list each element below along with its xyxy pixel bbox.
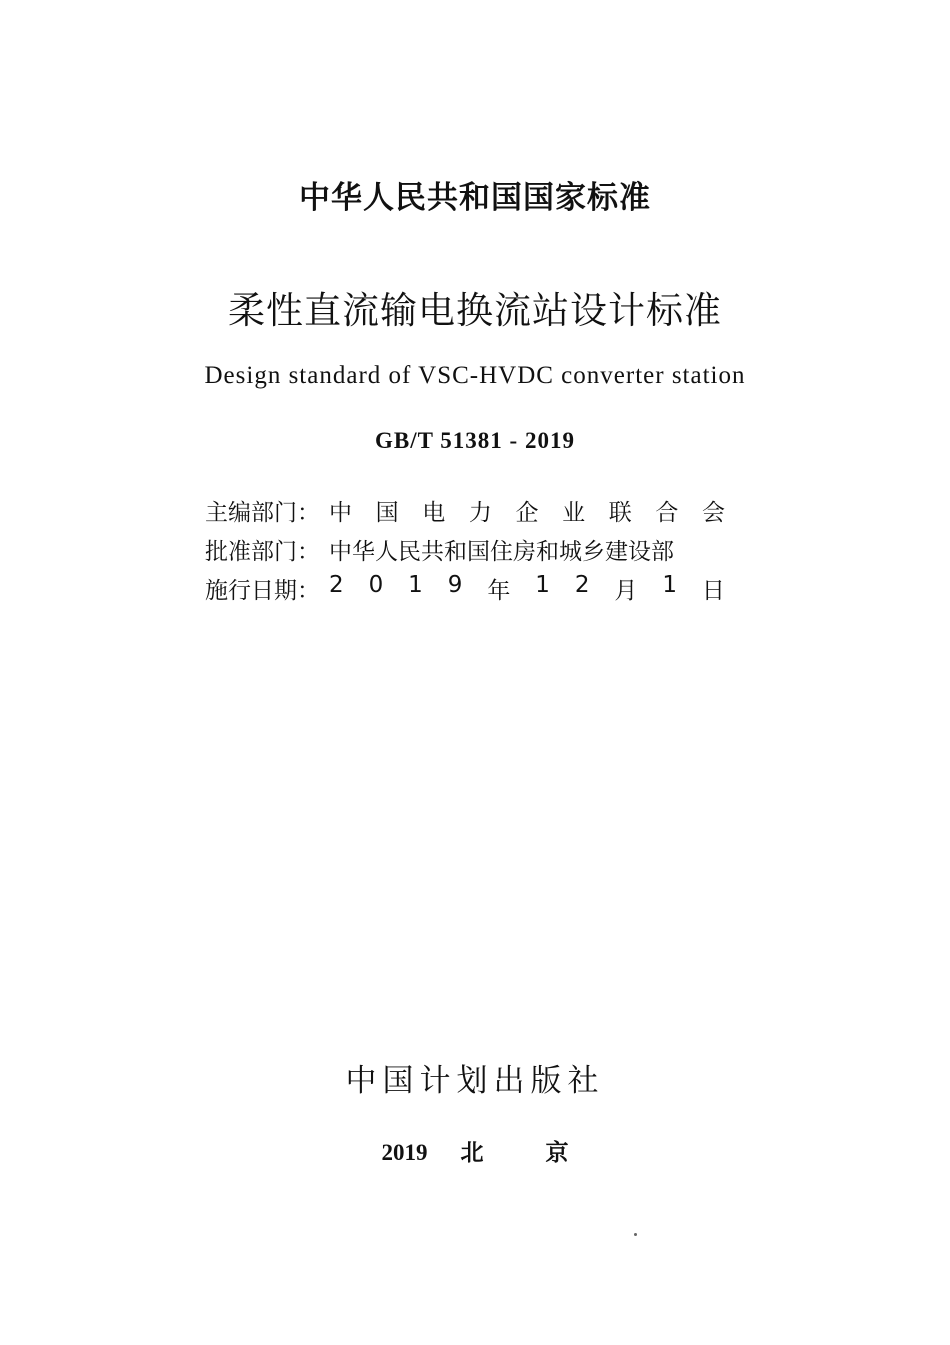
- standard-number: GB/T 51381 - 2019: [375, 428, 575, 453]
- effective-date-character: 1: [535, 571, 550, 598]
- chief-editor-department-character: 合: [655, 499, 679, 526]
- chief-editor-department-character: 力: [468, 499, 492, 526]
- chief-editor-department-character: 会: [702, 499, 725, 526]
- chief-editor-department-character: 联: [608, 499, 632, 526]
- publication-city-second-character: 京: [545, 1140, 569, 1166]
- effective-date-value: [329, 572, 725, 605]
- chief-editor-department-row: [205, 493, 725, 527]
- scan-artifact-dot: [634, 1233, 637, 1236]
- chief-editor-department-character: 中: [329, 499, 352, 526]
- effective-date-character: 9: [447, 571, 463, 598]
- effective-date-character: 日: [701, 577, 725, 604]
- standard-title-english: Design standard of VSC-HVDC converter station: [204, 362, 746, 389]
- effective-date-character: 0: [368, 571, 384, 598]
- chief-editor-department-character: 企: [515, 499, 539, 526]
- publication-city-first-character: 北: [460, 1140, 484, 1166]
- approval-department-label: 批准部门：: [205, 538, 320, 565]
- publication-year: 2019: [381, 1140, 428, 1165]
- publication-year-and-city: [0, 1134, 950, 1167]
- publisher-name: 中国计划出版社: [345, 1063, 605, 1099]
- national-standard-heading: 中华人民共和国国家标准: [299, 180, 651, 216]
- standard-metadata: [205, 493, 725, 610]
- effective-date-character: 1: [662, 571, 677, 598]
- chief-editor-department-character: 业: [562, 499, 586, 526]
- standard-title-chinese: 柔性直流输电换流站设计标准: [228, 289, 722, 332]
- effective-date-character: 2: [329, 571, 344, 598]
- chief-editor-department-character: 国: [375, 499, 399, 526]
- effective-date-row: [205, 571, 725, 605]
- approval-department-row: [205, 532, 725, 566]
- approval-department-value: 中华人民共和国住房和城乡建设部: [329, 538, 674, 565]
- chief-editor-department-value: [329, 494, 725, 527]
- effective-date-character: 月: [614, 577, 638, 604]
- chief-editor-department-label: 主编部门：: [205, 499, 320, 526]
- effective-date-label: 施行日期：: [205, 577, 320, 604]
- effective-date-character: 年: [487, 577, 511, 604]
- effective-date-character: 2: [574, 571, 590, 598]
- chief-editor-department-character: 电: [422, 499, 446, 526]
- effective-date-character: 1: [408, 571, 423, 598]
